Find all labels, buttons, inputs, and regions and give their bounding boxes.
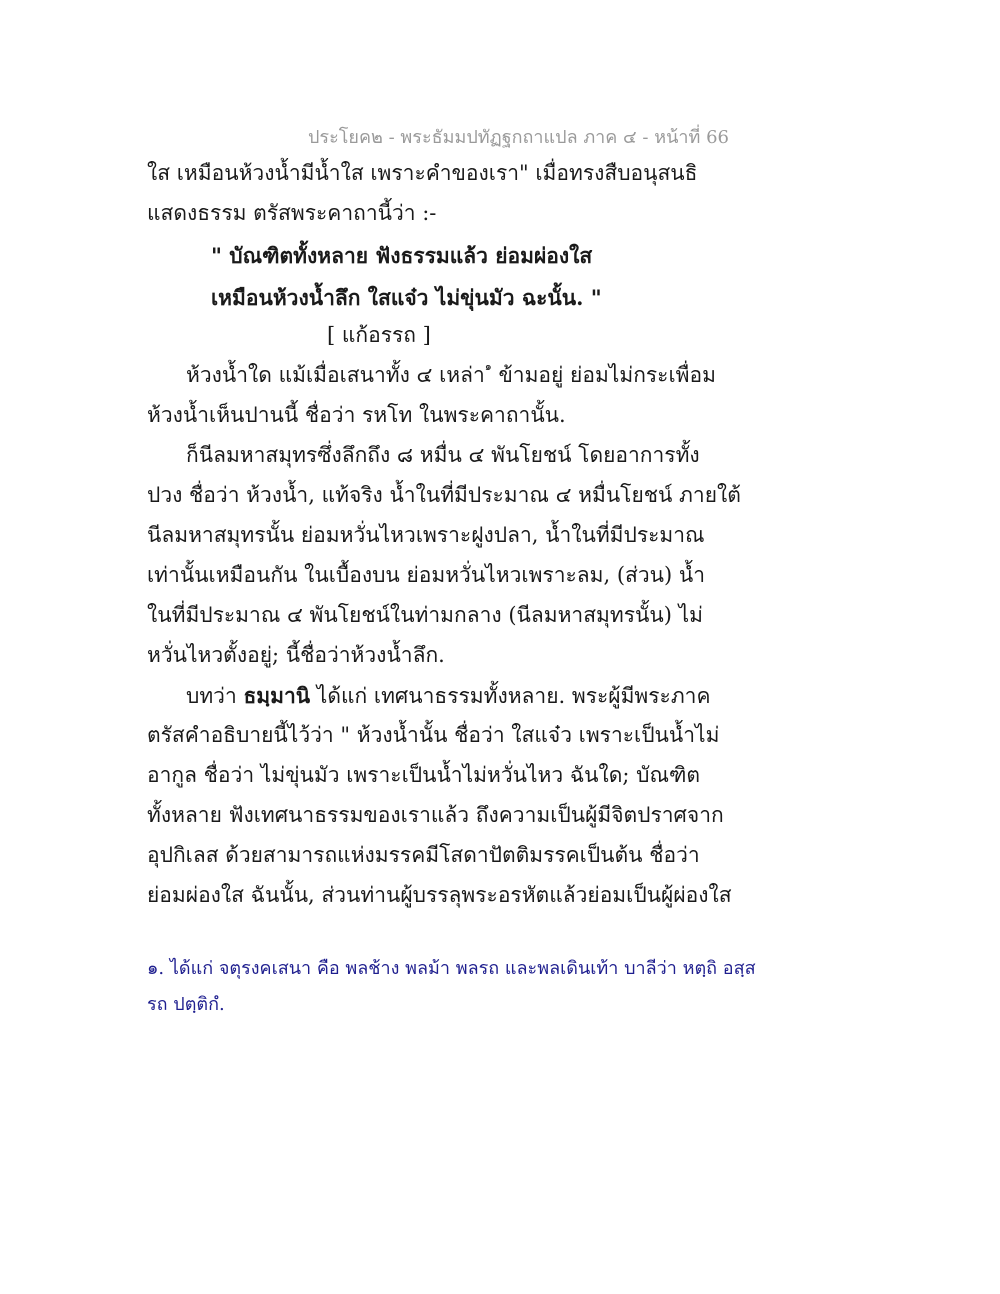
paragraph-2-text-b: ข้ามอยู่ ย่อมไม่กระเพื่อม (491, 363, 716, 387)
paragraph-4-line-6: ย่อมผ่องใส ฉันนั้น, ส่วนท่านผู้บรรลุพระอรหัตแล้วย่อมเป็นผู้ผ่องใส (147, 883, 732, 907)
pali-term: ธมฺมานิ (243, 683, 311, 708)
paragraph-4-text-a: บทว่า (186, 684, 244, 708)
footnote-line-2: รถ ปตฺติกํ. (147, 994, 225, 1015)
verse-line-2: เหมือนห้วงน้ำลึก ใสแจ๋ว ไม่ขุ่นมัว ฉะนั้น. " (211, 285, 602, 310)
paragraph-1-line-1: ใส เหมือนห้วงน้ำมีน้ำใส เพราะคำของเรา" เมื่อทรงสืบอนุสนธิ (147, 161, 698, 185)
paragraph-4-text-b: ได้แก่ เทศนาธรรมทั้งหลาย. พระผู้มีพระภาค (310, 684, 711, 708)
paragraph-2-line-1 (186, 360, 716, 387)
paragraph-3-line-3: นีลมหาสมุทรนั้น ย่อมหวั่นไหวเพราะฝูงปลา, น้ำในที่มีประมาณ (147, 523, 705, 547)
footnote-marker: ๑ (484, 360, 492, 373)
paragraph-4-line-5: อุปกิเลส ด้วยสามารถแห่งมรรคมีโสดาปัตติมรรคเป็นต้น ชื่อว่า (147, 843, 700, 867)
paragraph-3-line-6: หวั่นไหวตั้งอยู่; นี้ชื่อว่าห้วงน้ำลึก. (147, 643, 445, 667)
paragraph-4-line-4: ทั้งหลาย ฟังเทศนาธรรมของเราแล้ว ถึงความเป็นผู้มีจิตปราศจาก (147, 803, 724, 827)
section-heading: [ แก้อรรถ ] (327, 323, 431, 347)
paragraph-1-line-2: แสดงธรรม ตรัสพระคาถานี้ว่า :- (147, 201, 437, 225)
verse-line-1: " บัณฑิตทั้งหลาย ฟังธรรมแล้ว ย่อมผ่องใส (211, 243, 593, 268)
footnote-line-1: ๑. ได้แก่ จตุรงคเสนา คือ พลช้าง พลม้า พลรถ และพลเดินเท้า บาลีว่า หตฺถิ อสฺส (147, 958, 756, 979)
paragraph-4-line-1 (186, 685, 711, 707)
paragraph-3-line-2: ปวง ชื่อว่า ห้วงน้ำ, แท้จริง น้ำในที่มีประมาณ ๔ หมื่นโยชน์ ภายใต้ (147, 483, 741, 507)
paragraph-4-line-2: ตรัสคำอธิบายนี้ไว้ว่า " ห้วงน้ำนั้น ชื่อว่า ใสแจ๋ว เพราะเป็นน้ำไม่ (147, 723, 720, 747)
paragraph-3-line-4: เท่านั้นเหมือนกัน ในเบื้องบน ย่อมหวั่นไหวเพราะลม, (ส่วน) น้ำ (147, 563, 705, 587)
paragraph-3-line-5: ในที่มีประมาณ ๔ พันโยชน์ในท่ามกลาง (นีลมหาสมุทรนั้น) ไม่ (147, 603, 703, 627)
running-header: ประโยค๒ - พระธัมมปทัฏฐกถาแปล ภาค ๔ - หน้าที่ 66 (308, 127, 729, 148)
paragraph-3-line-1: ก็นีลมหาสมุทรซึ่งลึกถึง ๘ หมื่น ๔ พันโยชน์ โดยอาการทั้ง (186, 443, 700, 467)
paragraph-2-text-a: ห้วงน้ำใด แม้เมื่อเสนาทั้ง ๔ เหล่า (186, 363, 485, 387)
paragraph-4-line-3: อากูล ชื่อว่า ไม่ขุ่นมัว เพราะเป็นน้ำไม่หวั่นไหว ฉันใด; บัณฑิต (147, 763, 701, 787)
paragraph-2-line-2: ห้วงน้ำเห็นปานนี้ ชื่อว่า รหโท ในพระคาถานั้น. (147, 403, 566, 427)
